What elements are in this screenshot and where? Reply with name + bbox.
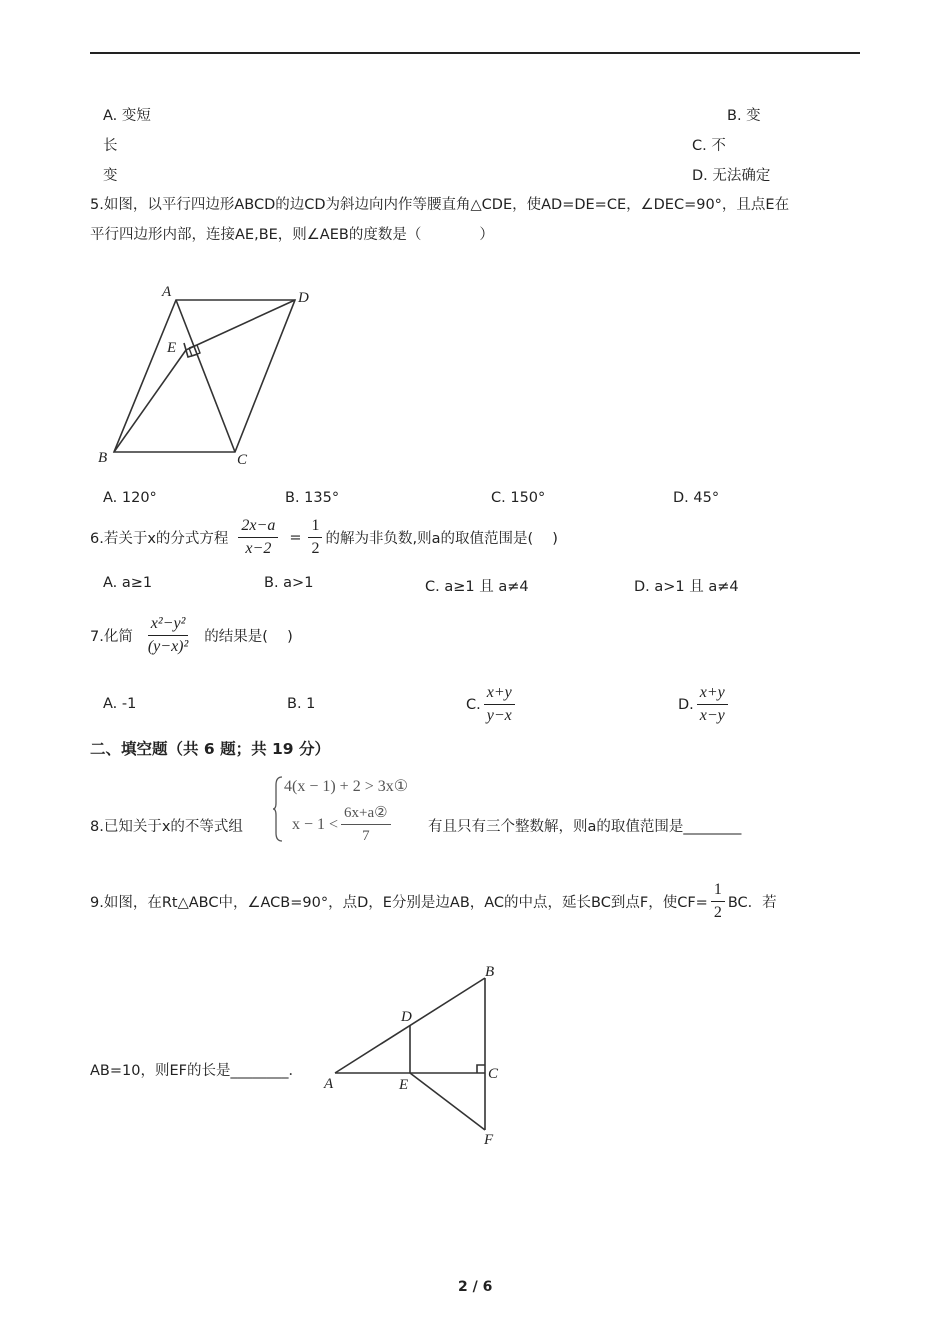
- q4-option-b[interactable]: B. 变: [727, 108, 761, 124]
- q7-fraction: [145, 614, 191, 657]
- q5-stem-line1: 5.如图，以平行四边形ABCD的边CD为斜边向内作等腰直角△CDE，使AD=DE=CE，∠DEC=90°，且点E在: [90, 197, 790, 213]
- q7-option-d[interactable]: [678, 683, 731, 726]
- q9-stem-line2: AB=10，则EF的长是________．: [90, 1063, 303, 1079]
- label-c: C: [488, 1066, 499, 1082]
- label-c: C: [237, 452, 248, 468]
- segment-ae-c: [176, 300, 235, 452]
- q8-ineq2-den: 7: [362, 828, 370, 844]
- q7-option-d-label: D.: [678, 696, 694, 713]
- q6-stem: [90, 516, 558, 559]
- q7-option-c-num: x+y: [484, 683, 515, 705]
- section-heading-fill-in: 二、填空题（共 6 题；共 19 分）: [90, 740, 330, 758]
- q6-equals: =: [289, 529, 302, 546]
- q6-suffix: 的解为非负数,则a的取值范围是( ): [325, 531, 558, 547]
- header-rule: [90, 52, 860, 54]
- q8-suffix: 有且只有三个整数解，则a的取值范围是________: [428, 819, 742, 835]
- q5-option-d[interactable]: D. 45°: [673, 490, 720, 506]
- q9-frac-num: 1: [711, 880, 725, 902]
- label-d: D: [298, 290, 309, 306]
- q7-frac-den: (y−x)²: [147, 638, 189, 655]
- q7-option-d-fraction: [697, 683, 728, 726]
- q4-option-d[interactable]: D. 无法确定: [692, 168, 771, 184]
- page-number: 2 / 6: [458, 1279, 493, 1295]
- label-d: D: [401, 1009, 412, 1025]
- label-b: B: [485, 964, 495, 980]
- q7-option-a[interactable]: A. -1: [103, 696, 137, 712]
- q6-frac-left-den: x−2: [245, 540, 272, 557]
- q5-stem-line2: 平行四边形内部，连接AE,BE，则∠AEB的度数是（ ）: [90, 227, 494, 243]
- q4-option-c-wrap: 变: [103, 168, 118, 184]
- q6-option-d[interactable]: D. a>1 且 a≠4: [634, 579, 739, 595]
- q7-option-d-num: x+y: [697, 683, 728, 705]
- q7-frac-num: x²−y²: [148, 614, 189, 636]
- parallelogram-abcd: [114, 300, 295, 452]
- q6-prefix: 6.若关于x的分式方程: [90, 531, 229, 547]
- label-e: E: [167, 340, 177, 356]
- label-a: A: [162, 284, 172, 300]
- q7-option-d-den: x−y: [699, 707, 725, 724]
- q9-prefix: 9.如图，在Rt△ABC中，∠ACB=90°，点D，E分别是边AB，AC的中点，延长BC到点F，使CF=: [90, 895, 708, 911]
- q7-option-c-den: y−x: [486, 707, 512, 724]
- label-f: F: [484, 1132, 494, 1148]
- q7-option-b[interactable]: B. 1: [287, 696, 316, 712]
- q7-stem: [90, 614, 293, 657]
- q6-frac-left-num: 2x−a: [238, 516, 278, 538]
- q5-option-b[interactable]: B. 135°: [285, 490, 340, 506]
- q6-fraction-right: [308, 516, 322, 559]
- right-angle-square: [189, 345, 200, 356]
- q8-prefix: 8.已知关于x的不等式组: [90, 819, 243, 835]
- q7-option-c-fraction: [484, 683, 515, 726]
- q7-prefix: 7.化简: [90, 629, 133, 645]
- q8-ineq2-left: x − 1 <: [292, 815, 339, 833]
- q9-triangle-figure: [315, 960, 515, 1150]
- q7-suffix: 的结果是( ): [204, 629, 293, 645]
- label-a: A: [324, 1076, 334, 1092]
- q9-stem-line1: [90, 880, 777, 923]
- q8-brace: [272, 775, 284, 843]
- right-angle-mark-c: [477, 1065, 485, 1073]
- q5-parallelogram-figure: [90, 280, 330, 470]
- q8-ineq2-num: 6x+a②: [341, 803, 391, 825]
- q6-option-a[interactable]: A. a≥1: [103, 575, 153, 591]
- q5-option-a[interactable]: A. 120°: [103, 490, 157, 506]
- q4-option-b-wrap: 长: [103, 138, 118, 154]
- label-e: E: [399, 1077, 409, 1093]
- label-b: B: [98, 450, 108, 466]
- q7-option-c[interactable]: [466, 683, 518, 726]
- q4-option-a[interactable]: A. 变短: [103, 108, 151, 124]
- q6-frac-right-den: 2: [311, 540, 320, 557]
- q6-fraction-left: [238, 516, 278, 559]
- segment-ef: [410, 1073, 485, 1130]
- q7-option-c-label: C.: [466, 696, 481, 713]
- q9-suffix: BC．若: [727, 895, 777, 911]
- q8-inequality-2: [292, 803, 394, 846]
- q5-option-c[interactable]: C. 150°: [491, 490, 546, 506]
- q9-frac-den: 2: [713, 904, 722, 921]
- q4-option-c[interactable]: C. 不: [692, 138, 726, 154]
- q8-inequality-1: 4(x − 1) + 2 > 3x①: [284, 778, 409, 795]
- q6-frac-right-num: 1: [308, 516, 322, 538]
- q8-ineq2-fraction: [341, 803, 391, 846]
- q9-fraction: [711, 880, 725, 923]
- q6-option-b[interactable]: B. a>1: [264, 575, 314, 591]
- q6-option-c[interactable]: C. a≥1 且 a≠4: [425, 579, 529, 595]
